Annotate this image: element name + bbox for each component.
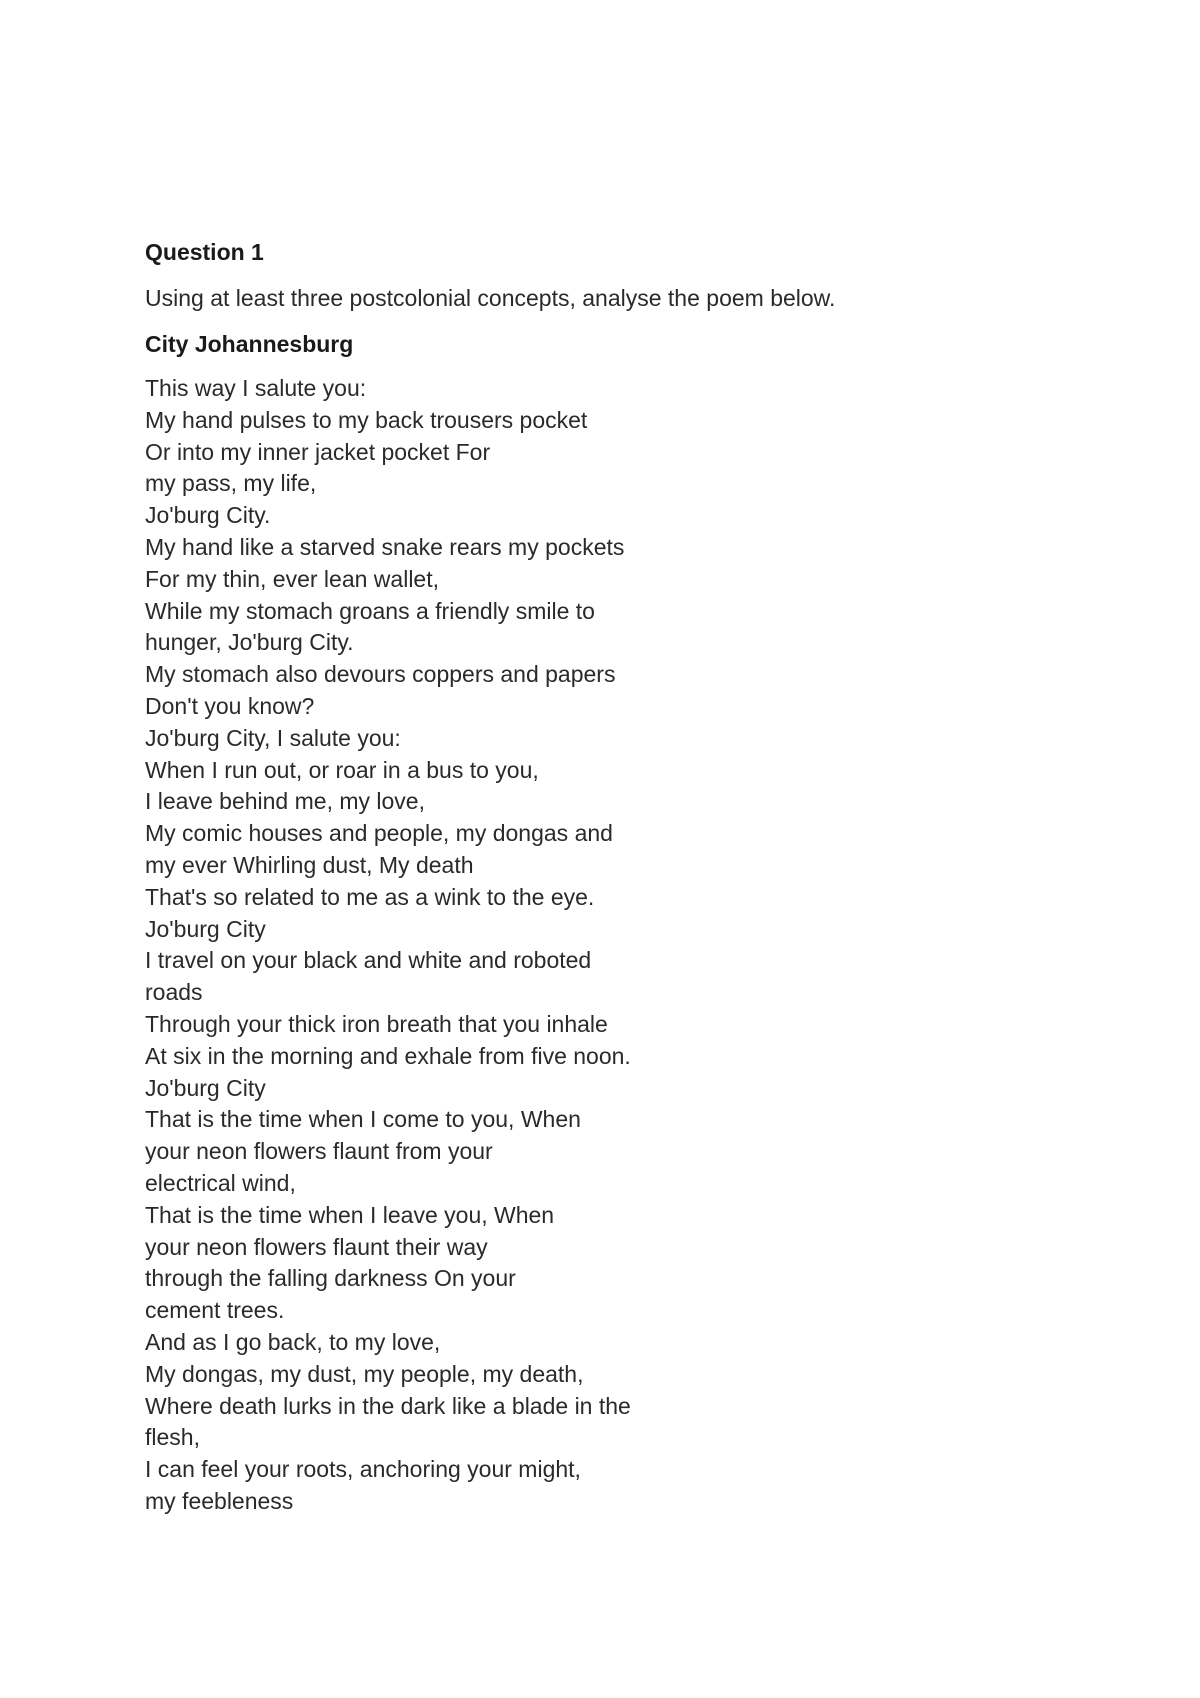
poem-line: electrical wind, [145,1169,296,1196]
poem-line: My comic houses and people, my dongas and [145,820,613,847]
poem-line: That is the time when I leave you, When [145,1201,555,1228]
poem-line: That is the time when I come to you, When [145,1106,581,1133]
poem-line: Through your thick iron breath that you inhale [145,1010,608,1037]
poem-line: Don't you know? [145,692,315,719]
poem-line: I leave behind me, my love, [145,788,425,815]
poem-body [145,373,1045,1518]
poem-line: I travel on your black and white and roboted [145,947,592,974]
poem-line: Jo'burg City [145,915,266,942]
poem-line: flesh, [145,1424,200,1451]
poem-line: And as I go back, to my love, [145,1328,441,1355]
poem-line: My hand like a starved snake rears my pockets [145,533,625,560]
poem-line: That's so related to me as a wink to the eye. [145,883,595,910]
poem-line: my pass, my life, [145,470,317,497]
poem-line: through the falling darkness On your [145,1265,516,1292]
poem-line: While my stomach groans a friendly smile to [145,597,595,624]
document-content [145,237,1045,1518]
poem-line: My dongas, my dust, my people, my death, [145,1360,584,1387]
poem-line: At six in the morning and exhale from five noon. [145,1042,631,1069]
poem-line: This way I salute you: [145,375,367,401]
poem-line: My hand pulses to my back trousers pocket [145,406,588,433]
poem-line: hunger, Jo'burg City. [145,629,354,656]
poem-line: My stomach also devours coppers and papers [145,661,616,688]
poem-line: I can feel your roots, anchoring your might, [145,1456,581,1483]
poem-line: Jo'burg City, I salute you: [145,724,401,751]
poem-line: Jo'burg City. [145,502,271,529]
poem-line: your neon flowers flaunt their way [145,1233,488,1260]
poem-line: Or into my inner jacket pocket For [145,438,491,465]
question-instruction: Using at least three postcolonial concepts, analyse the poem below. [145,285,836,311]
poem-line: roads [145,979,203,1006]
poem-line: For my thin, ever lean wallet, [145,565,440,592]
poem-line: Where death lurks in the dark like a blade in the [145,1392,631,1419]
poem-line: your neon flowers flaunt from your [145,1138,493,1165]
poem-line: Jo'burg City [145,1074,266,1101]
poem-line: my feebleness [145,1487,294,1514]
poem-line: cement trees. [145,1297,285,1324]
poem-title: City Johannesburg [145,331,354,357]
poem-line: When I run out, or roar in a bus to you, [145,756,539,783]
poem-line: my ever Whirling dust, My death [145,851,474,878]
question-heading: Question 1 [145,239,264,265]
